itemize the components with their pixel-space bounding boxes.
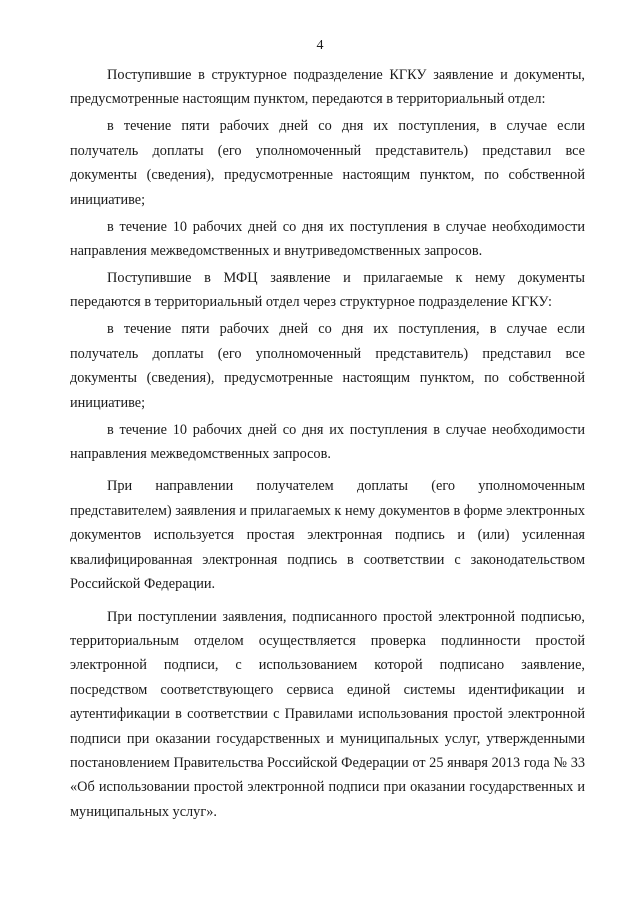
paragraph: При направлении получателем доплаты (его уполномоченным представителем) заявления и прилагаемых к нему документов в форме электронных документов используется простая электронная подпись и (или) усиленная квалифицированная электронная подпись в соответствии с законодательством Российской Федерации. (70, 478, 585, 593)
paragraph: При поступлении заявления, подписанного простой электронной подписью, территориальным отделом осуществляется проверка подлинности простой электронной подписи, с использованием которой подписано заявление, посредством соответствующего сервиса единой системы идентификации и аутентификации в соответствии с Правилами использования простой электронной подписи при оказании государственных и муниципальных услуг, утвержденными постановлением Правительства Российской Федерации от 25 января 2013 года № 33 «Об использовании простой электронной подписи при оказании государственных и муниципальных услуг». (70, 608, 585, 820)
document-body (70, 63, 585, 827)
paragraph: Поступившие в структурное подразделение КГКУ заявление и документы, предусмотренные настоящим пунктом, передаются в территориальный отдел: (70, 67, 585, 108)
paragraph: в течение пяти рабочих дней со дня их поступления, в случае если получатель доплаты (его уполномоченный представитель) представил все документы (сведения), предусмотренные настоящим пунктом, по собственной инициативе; (70, 118, 585, 208)
paragraph: в течение 10 рабочих дней со дня их поступления в случае необходимости направления межведомственных запросов. (70, 421, 585, 463)
page-number: 4 (316, 38, 324, 53)
paragraph: Поступившие в МФЦ заявление и прилагаемые к нему документы передаются в территориальный отдел через структурное подразделение КГКУ: (70, 270, 585, 311)
paragraph: в течение пяти рабочих дней со дня их поступления, в случае если получатель доплаты (его уполномоченный представитель) представил все документы (сведения), предусмотренные настоящим пунктом, по собственной инициативе; (70, 321, 585, 411)
paragraph: в течение 10 рабочих дней со дня их поступления в случае необходимости направления межведомственных и внутриведомственных запросов. (70, 218, 585, 260)
